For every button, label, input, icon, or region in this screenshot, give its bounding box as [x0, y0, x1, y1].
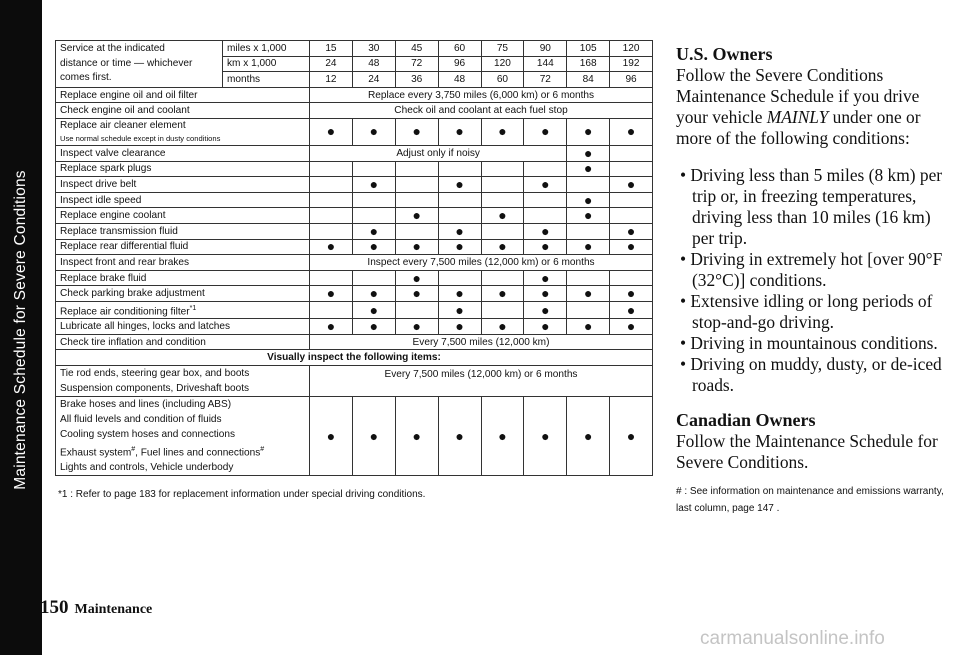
interval-months-cell: 60 [481, 72, 524, 88]
service-dot: ● [438, 118, 481, 145]
schedule-item [56, 319, 310, 335]
interval-km-cell: 96 [438, 56, 481, 72]
schedule-item-label: Replace engine oil and oil filter [60, 89, 198, 101]
schedule-item-label: Replace brake fluid [60, 272, 147, 284]
schedule-item [56, 239, 310, 255]
service-dot: ● [395, 239, 438, 255]
service-dot: ● [567, 145, 610, 161]
service-dot [438, 270, 481, 286]
schedule-row [56, 255, 653, 271]
schedule-item-label: Replace engine coolant [60, 210, 166, 222]
service-dot [481, 192, 524, 208]
inspect-item-line: Tie rod ends, steering gear box, and boots [60, 368, 250, 380]
service-dot [352, 270, 395, 286]
service-label-line: distance or time — whichever [60, 57, 193, 69]
schedule-item [56, 270, 310, 286]
service-dot [395, 192, 438, 208]
service-dot: ● [524, 239, 567, 255]
service-dot: ● [524, 397, 567, 476]
service-dot: ● [567, 397, 610, 476]
service-dot [438, 161, 481, 177]
side-title: Maintenance Schedule for Severe Conditions [12, 170, 29, 490]
service-dot: ● [610, 286, 653, 302]
schedule-item-label: Replace transmission fluid [60, 225, 178, 237]
hash-ref: # [131, 446, 136, 454]
service-dot: ● [438, 286, 481, 302]
schedule-row [56, 223, 653, 239]
hash-ref: # [260, 446, 265, 454]
service-dot: ● [524, 319, 567, 335]
schedule-span-text: Every 7,500 miles (12,000 km) [310, 334, 653, 350]
inspect-group-items [56, 366, 310, 397]
schedule-row [56, 161, 653, 177]
service-dot: ● [438, 397, 481, 476]
service-dot [310, 301, 353, 318]
service-dot: ● [352, 177, 395, 193]
condition-item: • Driving in extremely hot [over 90°F (32°C)] conditions. [680, 249, 943, 290]
service-dot [481, 223, 524, 239]
schedule-item [56, 161, 310, 177]
service-dot: ● [567, 192, 610, 208]
interval-miles-cell: 30 [352, 41, 395, 57]
interval-km-cell: 72 [395, 56, 438, 72]
service-dot [567, 270, 610, 286]
schedule-item-label: Inspect drive belt [60, 178, 137, 190]
schedule-row [56, 118, 653, 145]
service-dot: ● [481, 397, 524, 476]
footnote: *1 : Refer to page 183 for replacement information under special driving conditions. [58, 489, 426, 500]
us-owners-heading: U.S. Owners [676, 44, 773, 64]
schedule-item-label: Replace rear differential fluid [60, 241, 189, 253]
visual-inspect-heading: Visually inspect the following items: [56, 350, 653, 366]
service-dot [438, 208, 481, 224]
service-dot [610, 161, 653, 177]
inspect-group-row [56, 397, 653, 476]
service-dot [395, 161, 438, 177]
schedule-item [56, 208, 310, 224]
schedule-row [56, 301, 653, 318]
schedule-row [56, 177, 653, 193]
schedule-row [56, 192, 653, 208]
service-dot: ● [524, 118, 567, 145]
schedule-item [56, 177, 310, 193]
schedule-item-label: Inspect front and rear brakes [60, 256, 190, 268]
schedule-item [56, 145, 310, 161]
schedule-row [56, 145, 653, 161]
schedule-item-label: Replace spark plugs [60, 163, 152, 175]
inspect-item-text: Exhaust system [60, 447, 132, 459]
interval-miles-cell: 15 [310, 41, 353, 57]
service-dot [481, 270, 524, 286]
service-dot: ● [524, 177, 567, 193]
service-dot [567, 223, 610, 239]
schedule-item-label: Replace air conditioning filter [60, 306, 190, 318]
schedule-row [56, 239, 653, 255]
inspect-item-line [60, 427, 305, 442]
schedule-item-label: Check engine oil and coolant [60, 105, 190, 117]
service-dot [610, 270, 653, 286]
us-owners-text: Follow the Severe Conditions Maintenance Schedule if you drive your vehicle MAINLY under one or more of the following conditions: [676, 65, 921, 148]
service-dot [395, 177, 438, 193]
interval-miles-cell: 105 [567, 41, 610, 57]
interval-miles-cell: 45 [395, 41, 438, 57]
schedule-item-note: Use normal schedule except in dusty conditions [60, 133, 221, 143]
service-dot: ● [610, 177, 653, 193]
page-number-value: 150 [40, 597, 69, 618]
service-dot [524, 208, 567, 224]
schedule-row [56, 87, 653, 103]
service-dot: ● [481, 319, 524, 335]
service-dot [395, 301, 438, 318]
interval-miles-cell: 60 [438, 41, 481, 57]
schedule-item-label: Replace air cleaner element [60, 119, 186, 131]
schedule-item [56, 334, 310, 350]
interval-months-cell: 36 [395, 72, 438, 88]
schedule-item [56, 301, 310, 318]
schedule-item [56, 87, 310, 103]
service-dot: ● [610, 223, 653, 239]
service-dot [438, 192, 481, 208]
service-dot: ● [610, 397, 653, 476]
service-dot [610, 208, 653, 224]
maintenance-schedule-table [55, 40, 653, 476]
service-dot: ● [310, 397, 353, 476]
condition-item: • Extensive idling or long periods of stop-and-go driving. [680, 291, 933, 332]
interval-months-cell: 12 [310, 72, 353, 88]
service-interval-label [56, 41, 223, 88]
interval-months-cell: 72 [524, 72, 567, 88]
schedule-span-text: Inspect every 7,500 miles (12,000 km) or 6 months [310, 255, 653, 271]
schedule-span-text: Replace every 3,750 miles (6,000 km) or 6 months [310, 87, 653, 103]
service-dot: ● [352, 397, 395, 476]
service-dot: ● [352, 223, 395, 239]
service-dot [310, 161, 353, 177]
conditions-list [676, 165, 946, 396]
inspect-item-text: Brake hoses and lines (including ABS) [60, 399, 232, 411]
service-dot: ● [524, 223, 567, 239]
schedule-span-text: Check oil and coolant at each fuel stop [310, 103, 653, 119]
service-dot: ● [567, 239, 610, 255]
inspect-item-line [60, 460, 305, 475]
watermark: carmanualsonline.info [700, 628, 885, 649]
service-dot: ● [610, 319, 653, 335]
interval-km-cell: 168 [567, 56, 610, 72]
service-dot: ● [481, 239, 524, 255]
service-dot: ● [395, 208, 438, 224]
interval-months-cell: 48 [438, 72, 481, 88]
service-dot: ● [481, 118, 524, 145]
service-dot [481, 301, 524, 318]
inspect-item-text: , Fuel lines and connections [135, 447, 261, 459]
schedule-item [56, 255, 310, 271]
interval-km-cell: 120 [481, 56, 524, 72]
schedule-item [56, 103, 310, 119]
service-dot: ● [438, 177, 481, 193]
warranty-note: # : See information on maintenance and emissions warranty, last column, page 147 . [676, 486, 944, 514]
service-dot [310, 177, 353, 193]
service-dot: ● [352, 286, 395, 302]
service-dot: ● [567, 208, 610, 224]
service-dot [610, 145, 653, 161]
interval-months-cell: 84 [567, 72, 610, 88]
schedule-item-label: Inspect idle speed [60, 194, 142, 206]
inspect-item-line [60, 412, 305, 427]
header-row-miles [56, 41, 653, 57]
schedule-item-label: Check parking brake adjustment [60, 288, 205, 300]
service-dot: ● [438, 319, 481, 335]
inspect-item-text: Lights and controls, Vehicle underbody [60, 462, 234, 474]
schedule-row [56, 208, 653, 224]
service-dot: ● [352, 319, 395, 335]
service-dot [567, 301, 610, 318]
service-dot: ● [310, 319, 353, 335]
service-dot [481, 161, 524, 177]
service-dot: ● [310, 118, 353, 145]
service-dot: ● [352, 239, 395, 255]
service-dot: ● [610, 301, 653, 318]
unit-label-km: km x 1,000 [223, 56, 310, 72]
service-dot [567, 177, 610, 193]
service-dot: ● [438, 301, 481, 318]
service-dot: ● [395, 319, 438, 335]
service-dot [310, 223, 353, 239]
schedule-item [56, 223, 310, 239]
service-dot [524, 192, 567, 208]
interval-months-cell: 24 [352, 72, 395, 88]
interval-km-cell: 192 [610, 56, 653, 72]
page-section: Maintenance [74, 602, 153, 617]
schedule-row [56, 334, 653, 350]
schedule-item-label: Inspect valve clearance [60, 147, 166, 159]
inspect-group-span-text: Every 7,500 miles (12,000 km) or 6 months [310, 366, 653, 397]
service-dot [352, 192, 395, 208]
page-number [40, 597, 152, 619]
service-dot: ● [524, 301, 567, 318]
service-dot [310, 192, 353, 208]
service-dot: ● [352, 118, 395, 145]
schedule-row [56, 270, 653, 286]
service-dot: ● [310, 286, 353, 302]
service-dot [610, 192, 653, 208]
service-dot: ● [524, 270, 567, 286]
service-dot [352, 208, 395, 224]
service-dot: ● [567, 286, 610, 302]
service-dot [310, 270, 353, 286]
unit-label-months: months [223, 72, 310, 88]
service-dot: ● [395, 286, 438, 302]
inspect-item-line: Suspension components, Driveshaft boots [60, 383, 250, 395]
interval-months-cell: 96 [610, 72, 653, 88]
service-dot: ● [310, 239, 353, 255]
emphasis-mainly: MAINLY [766, 107, 829, 127]
inspect-group-items [56, 397, 310, 476]
inspect-group-row [56, 366, 653, 397]
interval-miles-cell: 120 [610, 41, 653, 57]
service-dot: ● [567, 161, 610, 177]
service-dot [524, 161, 567, 177]
service-dot: ● [395, 270, 438, 286]
service-label-line: comes first. [60, 72, 112, 84]
service-dot: ● [395, 397, 438, 476]
schedule-item [56, 286, 310, 302]
service-dot: ● [395, 118, 438, 145]
schedule-item [56, 192, 310, 208]
inspect-item-line [60, 442, 305, 460]
schedule-item-label: Lubricate all hinges, locks and latches [60, 321, 231, 333]
interval-km-cell: 144 [524, 56, 567, 72]
service-dot: ● [524, 286, 567, 302]
service-dot [481, 177, 524, 193]
service-dot [395, 223, 438, 239]
inspect-item-text: Cooling system hoses and connections [60, 429, 236, 441]
inspect-item-line [60, 397, 305, 412]
schedule-row [56, 319, 653, 335]
schedule-span-text: Adjust only if noisy [310, 145, 567, 161]
interval-miles-cell: 90 [524, 41, 567, 57]
service-dot: ● [610, 118, 653, 145]
schedule-item-label: Check tire inflation and condition [60, 336, 206, 348]
service-dot: ● [481, 286, 524, 302]
service-dot [352, 161, 395, 177]
canadian-owners-heading: Canadian Owners [676, 410, 816, 430]
service-dot: ● [610, 239, 653, 255]
interval-km-cell: 24 [310, 56, 353, 72]
schedule-item [56, 118, 310, 145]
service-dot [310, 208, 353, 224]
service-dot: ● [352, 301, 395, 318]
interval-miles-cell: 75 [481, 41, 524, 57]
visual-inspect-row [56, 350, 653, 366]
severe-conditions-panel [676, 44, 946, 517]
condition-item: • Driving on muddy, dusty, or de-iced roads. [680, 354, 942, 395]
service-label-line: Service at the indicated [60, 43, 165, 54]
condition-item: • Driving in mountainous conditions. [680, 333, 938, 353]
unit-label-miles: miles x 1,000 [223, 41, 310, 57]
schedule-row [56, 286, 653, 302]
service-dot: ● [438, 239, 481, 255]
condition-item: • Driving less than 5 miles (8 km) per trip or, in freezing temperatures, driving less than 10 miles (16 km) per trip. [680, 165, 943, 248]
service-dot: ● [438, 223, 481, 239]
service-dot: ● [567, 118, 610, 145]
footnote-ref: *1 [189, 304, 197, 312]
canadian-owners-text: Follow the Maintenance Schedule for Severe Conditions. [676, 431, 938, 472]
schedule-row [56, 103, 653, 119]
interval-km-cell: 48 [352, 56, 395, 72]
service-dot: ● [567, 319, 610, 335]
side-bar [0, 0, 42, 655]
service-dot: ● [481, 208, 524, 224]
inspect-item-text: All fluid levels and condition of fluids [60, 414, 222, 426]
